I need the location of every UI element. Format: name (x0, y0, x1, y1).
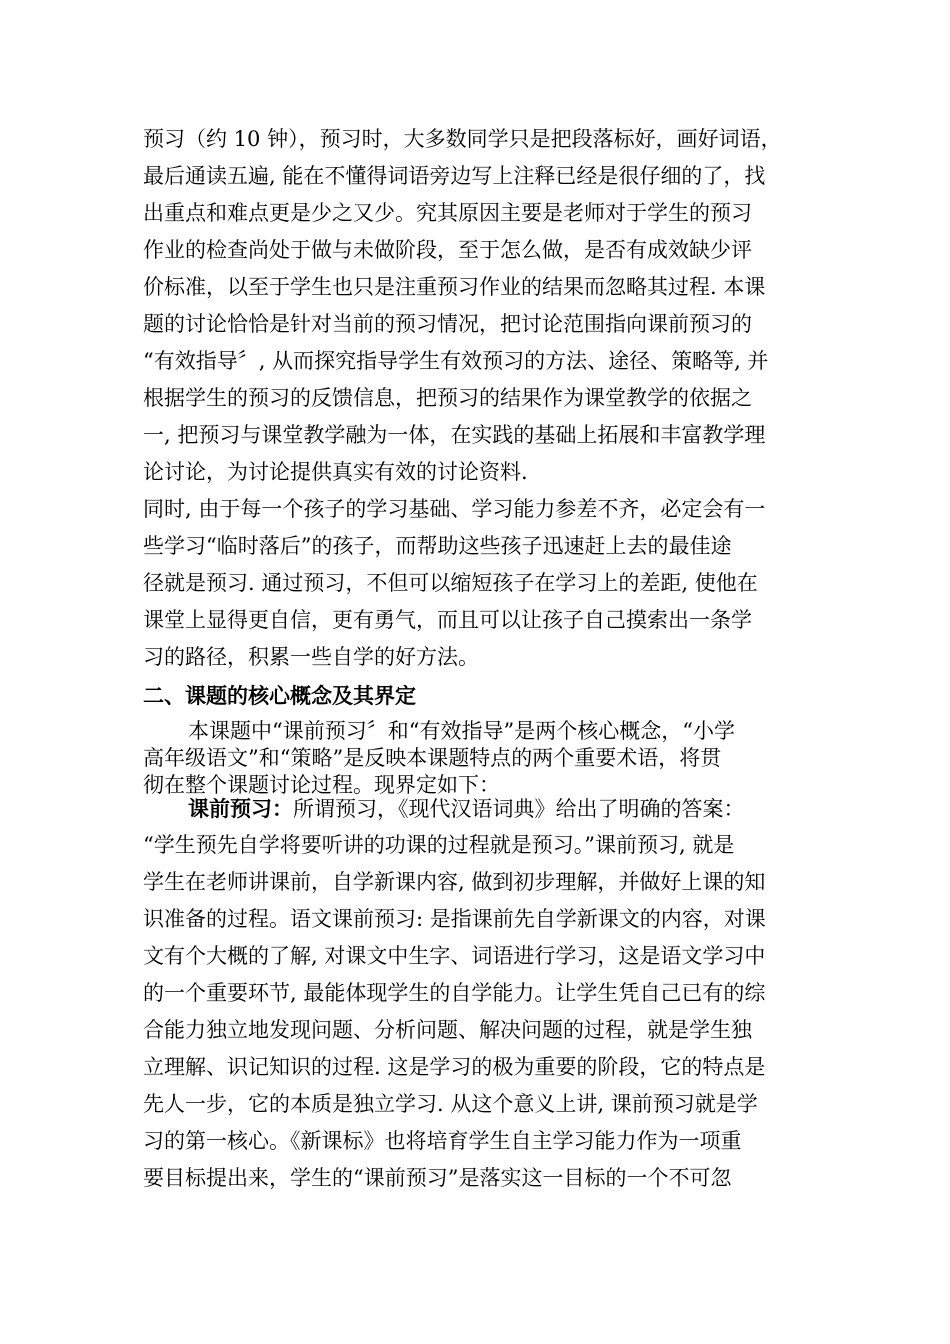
paragraph2-line: 课堂上显得更自信，更有勇气，而且可以让孩子自己摸索出一条学 (143, 608, 752, 632)
paragraph4-line: 学生在老师讲课前，自学新课内容, 做到初步理解，并做好上课的知 (143, 870, 766, 894)
paragraph1-line: 出重点和难点更是少之又少。究其原因主要是老师对于学生的预习 (143, 201, 752, 225)
paragraph4-line: 先人一步，它的本质是独立学习. 从这个意义上讲, 课前预习就是学 (143, 1092, 758, 1116)
paragraph4-first-line (188, 796, 745, 822)
paragraph1-line: 最后通读五遍, 能在不懂得词语旁边写上注释已经是很仔细的了，找 (143, 164, 766, 188)
paragraph3-line: 彻在整个课题讨论过程。现界定如下： (143, 773, 500, 797)
paragraph3-line: 本课题中“课前预习〞和“有效指导”是两个核心概念，“小学 (188, 719, 735, 743)
paragraph2-line: 些学习“临时落后”的孩子，而帮助这些孩子迅速赶上去的最佳途 (143, 534, 732, 558)
paragraph3-line: 高年级语文”和“策略”是反映本课题特点的两个重要术语，将贯 (143, 746, 722, 770)
paragraph4-line: 要目标提出来，学生的“课前预习”是落实这一目标的一个不可忽 (143, 1166, 732, 1190)
paragraph4-first-rest: 所谓预习，《现代汉语词典》给出了明确的答案： (293, 797, 745, 821)
paragraph4-line: 识准备的过程。语文课前预习: 是指课前先自学新课文的内容，对课 (143, 907, 766, 931)
paragraph4-line: “学生预先自学将要听讲的功课的过程就是预习。”课前预习, 就是 (143, 833, 735, 857)
term-label: 课前预习： (188, 797, 293, 821)
paragraph2-line: 径就是预习. 通过预习，不但可以缩短孩子在学习上的差距, 使他在 (143, 571, 758, 595)
paragraph2-line: 习的路径，积累一些自学的好方法。 (143, 645, 479, 669)
paragraph4-line: 合能力独立地发现问题、分析问题、解决问题的过程，就是学生独 (143, 1018, 752, 1042)
paragraph4-line: 立理解、识记知识的过程. 这是学习的极为重要的阶段，它的特点是 (143, 1055, 766, 1079)
paragraph4-line: 习的第一核心。《新课标》也将培育学生自主学习能力作为一项重 (143, 1129, 742, 1153)
paragraph1-line: 论讨论，为讨论提供真实有效的讨论资料. (143, 460, 528, 484)
paragraph1-line: 作业的检查尚处于做与未做阶段，至于怎么做，是否有成效缺少评 (143, 238, 752, 262)
section-heading: 二、课题的核心概念及其界定 (143, 684, 416, 708)
paragraph1-line: 题的讨论恰恰是针对当前的预习情况，把讨论范围指向课前预习的 (143, 312, 752, 336)
paragraph2-line: 同时, 由于每一个孩子的学习基础、学习能力参差不齐，必定会有一 (143, 497, 766, 521)
paragraph4-line: 文有个大概的了解, 对课文中生字、词语进行学习，这是语文学习中 (143, 944, 766, 968)
paragraph4-line: 的一个重要环节, 最能体现学生的自学能力。让学生凭自己已有的综 (143, 981, 766, 1005)
paragraph1-line: 预习（约 10 钟），预习时，大多数同学只是把段落标好，画好词语， (143, 127, 782, 151)
paragraph1-line: 价标准，以至于学生也只是注重预习作业的结果而忽略其过程. 本课 (143, 275, 766, 299)
paragraph1-line: 一, 把预习与课堂教学融为一体，在实践的基础上拓展和丰富教学理 (143, 423, 766, 447)
paragraph1-line: “有效指导〞, 从而探究指导学生有效预习的方法、途径、策略等, 并 (143, 349, 769, 373)
paragraph1-line: 根据学生的预习的反馈信息，把预习的结果作为课堂教学的依据之 (143, 386, 752, 410)
